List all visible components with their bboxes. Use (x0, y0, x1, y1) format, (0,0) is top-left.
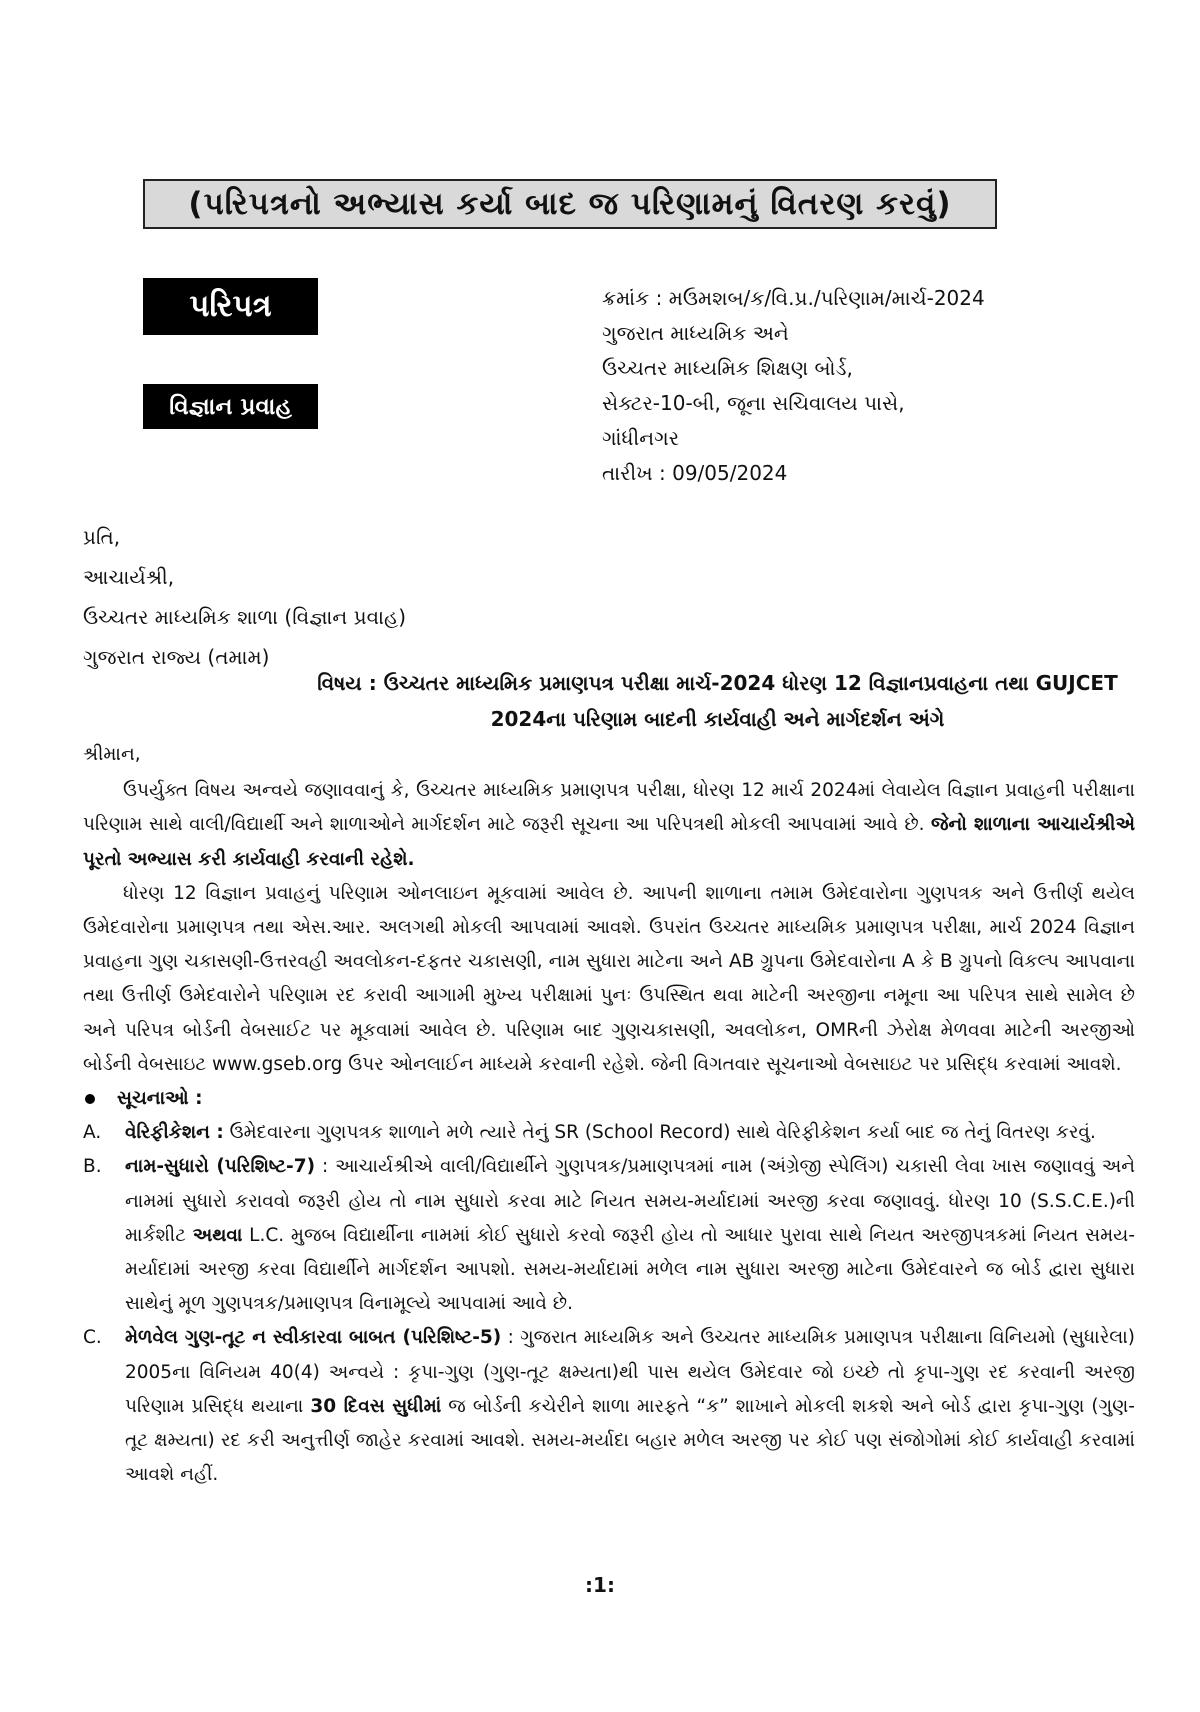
item-body: : ગુજરાત માધ્યમિક અને ઉચ્ચતર માધ્યમિક પ્રમાણપત્ર પરીક્ષાના વિનિયમો (સુધારેલા) 2005ના વિનિયમ 40(4) અન્વયે : કૃપા-ગુણ (ગુણ-તૂટ ક્ષમ્યતા)થી પાસ થયેલ ઉમેદવાર જો ઇચ્છે તો કૃપા-ગુણ રદ કરવાની અરજી પરિણામ પ્રસિદ્ધ થયાના (125, 1327, 1135, 1417)
letter-body (83, 738, 1135, 1492)
paragraph-1 (83, 774, 1135, 877)
instruction-item-b (83, 1150, 1135, 1321)
item-body: ઉમેદવારના ગુણપત્રક શાળાને મળે ત્યારે તેનું SR (School Record) સાથે વેરિફીકેશન કર્યા બાદ જ તેનું વિતરણ કરવું. (223, 1122, 1096, 1144)
subject-line (300, 665, 1135, 737)
item-body: : આચાર્યશ્રીએ વાલી/વિદ્યાર્થીને ગુણપત્રક/પ્રમાણપત્રમાં નામ (અંગ્રેજી સ્પેલિંગ) ચકાસી લેવા ખાસ જણાવવું અને નામમાં સુધારો કરાવવો જરૂરી હોય તો નામ સુધારો કરવા માટે નિયત સમય-મર્યાદામાં અરજી કરવા જણાવવું. ધોરણ 10 (S.S.C.E.)ની માર્કશીટ (125, 1156, 1135, 1246)
item-body: જ બોર્ડની કચેરીને શાળા મારફતે “ક” શાખાને મોકલી શકશે અને બોર્ડ દ્વારા કૃપા-ગુણ (ગુણ-તૂટ ક્ષમ્યતા) રદ કરી અનુત્તીર્ણ જાહેર કરવામાં આવશે. સમય-મર્યાદા બહાર મળેલ અરજી પર કોઈ પણ સંજોગોમાં કોઈ કાર્યવાહી કરવામાં આવશે નહીં. (125, 1395, 1135, 1486)
letter-date: તારીખ : 09/05/2024 (602, 461, 788, 485)
paragraph-2: ધોરણ 12 વિજ્ઞાન પ્રવાહનું પરિણામ ઓનલાઇન મૂકવામાં આવેલ છે. આપની શાળાના તમામ ઉમેદવારોના ગુણપત્રક અને ઉત્તીર્ણ થયેલ ઉમેદવારોના પ્રમાણપત્ર તથા એસ.આર. અલગથી મોકલી આપવામાં આવશે. ઉપરાંત ઉચ્ચતર માધ્યમિક પ્રમાણપત્ર પરીક્ષા, માર્ચ 2024 વિજ્ઞાન પ્રવાહના ગુણ ચકાસણી-ઉત્તરવહી અવલોકન-દફતર ચકાસણી, નામ સુધારા માટેના અને AB ગ્રુપના ઉમેદવારોના A કે B ગ્રુપનો વિકલ્પ આપવાના તથા ઉત્તીર્ણ ઉમેદવારોને પરિણામ રદ કરાવી આગામી મુખ્ય પરીક્ષામાં પુનઃ ઉપસ્થિત થવા માટેની અરજીના નમૂના આ પરિપત્ર સાથે સામેલ છે અને પરિપત્ર બોર્ડની વેબસાઈટ પર મૂકવામાં આવેલ છે. પરિણામ બાદ ગુણચકાસણી, અવલોકન, OMRની ઝેરોક્ષ મેળવવા માટેની અરજીઓ બોર્ડની વેબસાઇટ www.gseb.org ઉપર ઓનલાઈન માધ્યમે કરવાની રહેશે. જેની વિગતવાર સૂચનાઓ વેબસાઇટ પર પ્રસિદ્ધ કરવામાં આવશે. (83, 882, 1135, 1075)
subject-line-2: 2024ના પરિણામ બાદની કાર્યવાહી અને માર્ગદર્શન અંગે (490, 707, 945, 731)
item-text (125, 1116, 1135, 1150)
salutation: શ્રીમાન, (83, 744, 141, 765)
item-emphasis: અથવા (192, 1224, 243, 1246)
item-title: નામ-સુધારો (પરિશિષ્ટ-7) (125, 1156, 316, 1178)
instruction-item-c (83, 1321, 1135, 1492)
paragraph-1-text: ઉપર્યુક્ત વિષય અન્વયે જણાવવાનું કે, ઉચ્ચતર માધ્યમિક પ્રમાણપત્ર પરીક્ષા, ધોરણ 12 માર્ચ 2024માં લેવાયેલ વિજ્ઞાન પ્રવાહની પરીક્ષાના પરિણામ સાથે વાલી/વિદ્યાર્થી અને શાળાઓને માર્ગદર્શન માટે જરૂરી સૂચના આ પરિપત્રથી મોકલી આપવામાં આવે છે. (83, 780, 1135, 836)
instruction-banner: (પરિપત્રનો અભ્યાસ કર્યા બાદ જ પરિણામનું વિતરણ કરવું) (143, 179, 997, 229)
bullet-icon (85, 1094, 95, 1104)
instructions-title: સૂચનાઓ : (117, 1088, 203, 1110)
recipient-line: ગુજરાત રાજ્ય (તમામ) (83, 645, 270, 669)
sender-address (602, 281, 985, 491)
address-line: સેક્ટર-10-બી, જૂના સચિવાલય પાસે, (602, 391, 905, 415)
recipient-line: પ્રતિ, (83, 525, 121, 549)
item-text (125, 1321, 1135, 1492)
recipient-line: આચાર્યશ્રી, (83, 565, 175, 589)
item-label: A. (83, 1122, 102, 1144)
recipient-line: ઉચ્ચતર માધ્યમિક શાળા (વિજ્ઞાન પ્રવાહ) (83, 605, 407, 629)
recipient-block (83, 517, 406, 677)
circular-label: પરિપત્ર (143, 278, 318, 335)
subject-line-1: વિષય : ઉચ્ચતર માધ્યમિક પ્રમાણપત્ર પરીક્ષા માર્ચ-2024 ધોરણ 12 વિજ્ઞાનપ્રવાહના તથા GUJCET (317, 671, 1118, 695)
item-label: B. (83, 1156, 102, 1178)
address-line: ગુજરાત માધ્યમિક અને (602, 321, 789, 345)
item-title: વેરિફીકેશન : (125, 1122, 224, 1144)
item-title: મેળવેલ ગુણ-તૂટ ન સ્વીકારવા બાબત (પરિશિષ્ટ-5) (125, 1327, 502, 1349)
item-emphasis: 30 દિવસ સુધીમાં (310, 1395, 442, 1417)
instruction-item-a (83, 1116, 1135, 1150)
item-body: L.C. મુજબ વિદ્યાર્થીના નામમાં કોઈ સુધારો કરવો જરૂરી હોય તો આધાર પુરાવા સાથે નિયત અરજીપત્રકમાં નિયત સમય-મર્યાદામાં અરજી કરવા વિદ્યાર્થીને માર્ગદર્શન આપશો. સમય-મર્યાદામાં મળેલ નામ સુધારા અરજી માટેના ઉમેદવારને જ બોર્ડ દ્વારા સુધારા સાથેનું મૂળ ગુણપત્રક/પ્રમાણપત્ર વિનામૂલ્યે આપવામાં આવે છે. (125, 1224, 1135, 1315)
stream-label: વિજ્ઞાન પ્રવાહ (143, 384, 318, 429)
paragraph-1-emphasis: જેનો શાળાના આચાર્યશ્રીએ પૂરતો અભ્યાસ કરી કાર્યવાહી કરવાની રહેશે. (83, 814, 1135, 870)
reference-number: ક્રમાંક : મઉમશબ/ક/વિ.પ્ર./પરિણામ/માર્ચ-2024 (602, 286, 985, 310)
item-label: C. (83, 1327, 102, 1349)
instructions-heading (83, 1082, 1135, 1116)
address-line: ગાંધીનગર (602, 426, 680, 450)
page-number: :1: (585, 1573, 615, 1597)
address-line: ઉચ્ચતર માધ્યમિક શિક્ષણ બોર્ડ, (602, 356, 853, 380)
item-text (125, 1150, 1135, 1321)
